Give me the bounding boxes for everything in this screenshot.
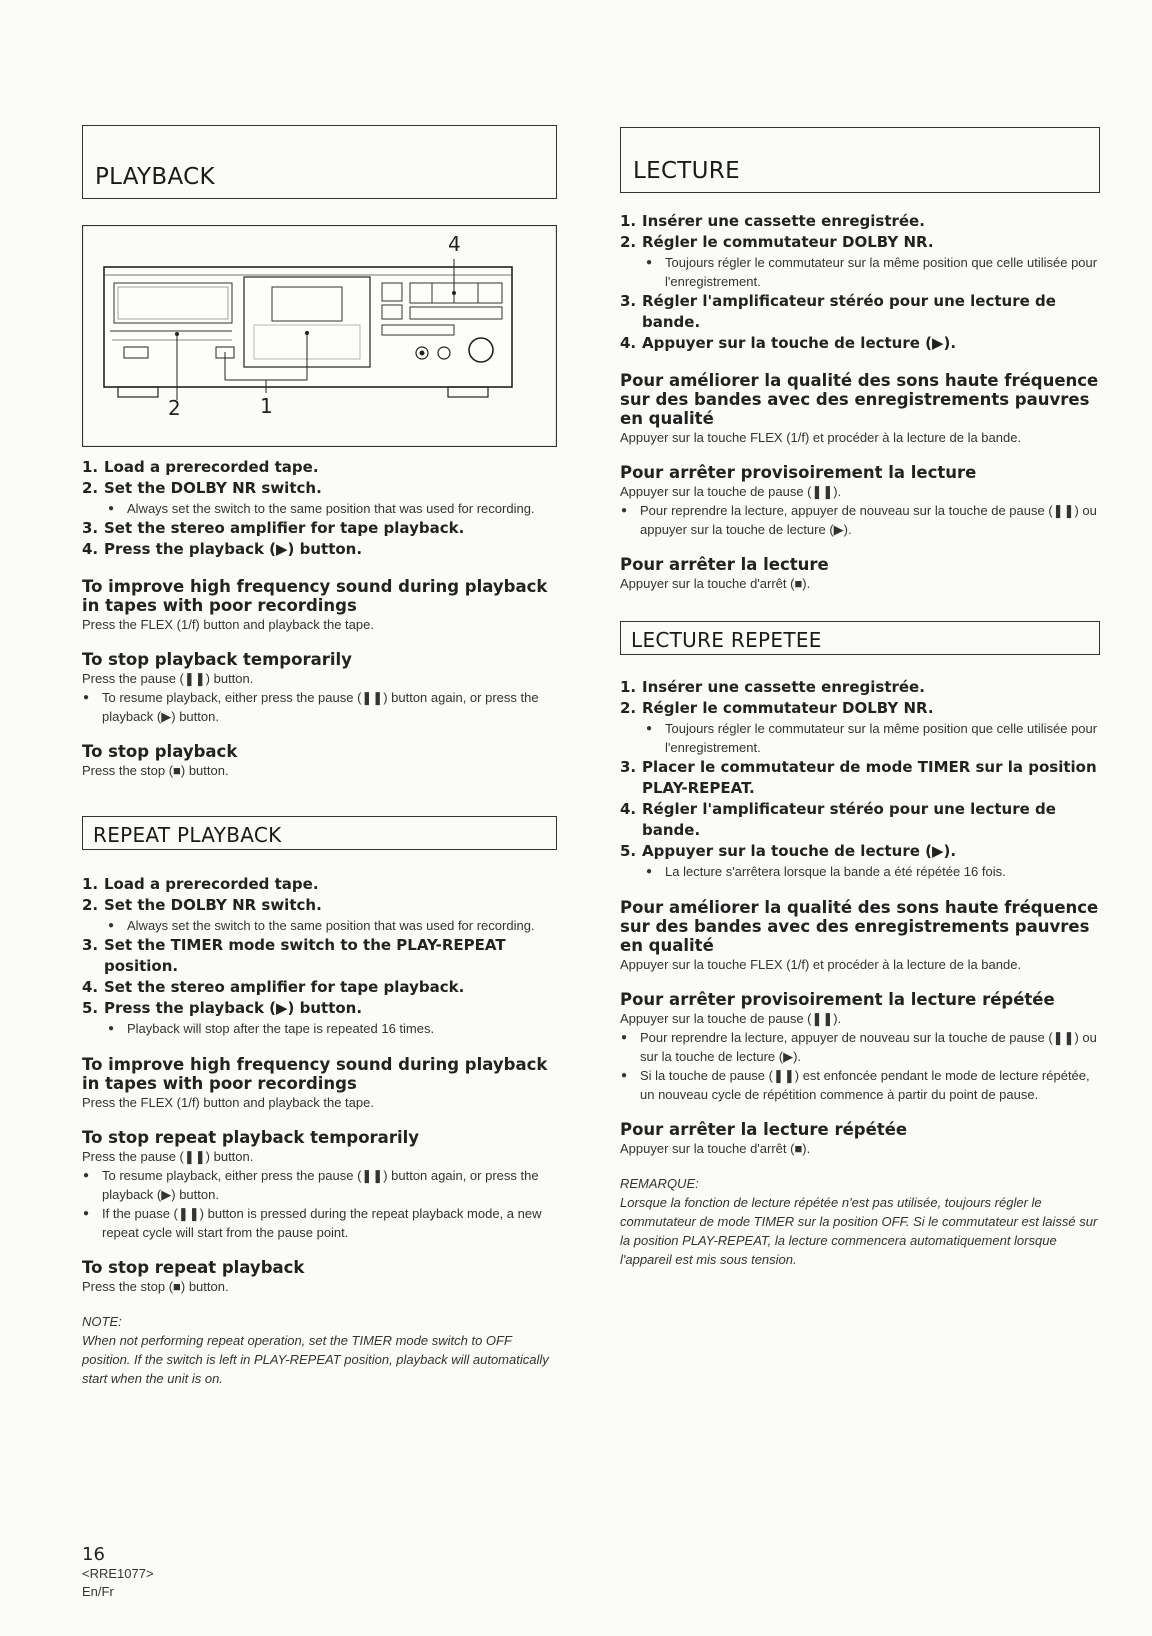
step-note: ● Toujours régler le commutateur sur la même position que celle utilisée pour l'enregistrement. — [620, 253, 1100, 291]
step-note: ● Playback will stop after the tape is repeated 16 times. — [82, 1019, 557, 1038]
page-number: 16 — [82, 1544, 105, 1565]
playback-title: PLAYBACK — [95, 164, 215, 190]
note-text: When not performing repeat operation, set the TIMER mode switch to OFF position. If the switch is left in PLAY-REPEAT position, playback will automatically start when the unit is on. — [82, 1333, 549, 1386]
repeat-stop-temp-text: Press the pause (❚❚) button. — [82, 1149, 254, 1164]
ameliorer-text: Appuyer sur la touche FLEX (1/f) et procéder à la lecture de la bande. — [620, 430, 1022, 445]
repeat-steps — [82, 874, 557, 1038]
lecture-repetee-title: LECTURE REPETEE — [631, 628, 822, 652]
step-item: 2. Régler le commutateur DOLBY NR. ● Toujours régler le commutateur sur la même position que celle utilisée pour l'enregistrement. — [620, 232, 1100, 291]
step-item: 2. Régler le commutateur DOLBY NR. ● Toujours régler le commutateur sur la même position que celle utilisée pour l'enregistrement. — [620, 698, 1100, 757]
cassette-deck-illustration — [82, 225, 557, 447]
step-item: 4. Set the stereo amplifier for tape playback. — [82, 978, 465, 996]
step-note: ● Always set the switch to the same position that was used for recording. — [82, 499, 557, 518]
improve-text: Press the FLEX (1/f) button and playback the tape. — [82, 617, 374, 632]
step-item: 3. Placer le commutateur de mode TIMER sur la position PLAY-REPEAT. — [620, 758, 1097, 797]
page-footer — [82, 1544, 154, 1601]
repeat-stop-temp-heading: To stop repeat playback temporarily — [82, 1128, 420, 1147]
list-item: ● To resume playback, either press the pause (❚❚) button again, or press the playback (▶) button. — [82, 1166, 557, 1204]
step-note: ● Toujours régler le commutateur sur la même position que celle utilisée pour l'enregistrement. — [620, 719, 1100, 757]
repetee-ameliorer-text: Appuyer sur la touche FLEX (1/f) et procéder à la lecture de la bande. — [620, 957, 1022, 972]
step-item: 4. Appuyer sur la touche de lecture (▶). — [620, 334, 957, 352]
callout-1: 1 — [260, 394, 273, 418]
stop-text: Press the stop (■) button. — [82, 763, 229, 778]
list-item: ● Pour reprendre la lecture, appuyer de nouveau sur la touche de pause (❚❚) ou appuyer sur la touche de lecture (▶). — [620, 501, 1100, 539]
step-item: 1. Load a prerecorded tape. — [82, 875, 319, 893]
note-label: NOTE: — [82, 1314, 122, 1329]
ameliorer-heading: Pour améliorer la qualité des sons haute fréquence sur des bandes avec des enregistrements pauvres en qualité — [620, 371, 1099, 428]
step-item: 2. Set the DOLBY NR switch. ● Always set the switch to the same position that was used for recording. — [82, 895, 557, 935]
repeat-improve-text: Press the FLEX (1/f) button and playback the tape. — [82, 1095, 374, 1110]
step-note: ● La lecture s'arrêtera lorsque la bande a été répétée 16 fois. — [620, 862, 1100, 881]
improve-heading: To improve high frequency sound during playback in tapes with poor recordings — [82, 577, 548, 615]
stop-temp-bullets — [82, 688, 557, 726]
repeat-playback-title-box — [82, 816, 557, 850]
arreter-heading: Pour arrêter la lecture — [620, 555, 829, 574]
step-note: ● Always set the switch to the same position that was used for recording. — [82, 916, 557, 935]
french-column — [620, 127, 1100, 1269]
lecture-title-box — [620, 127, 1100, 193]
list-item: ● To resume playback, either press the pause (❚❚) button again, or press the playback (▶) button. — [82, 688, 557, 726]
arreter-provisoirement-heading: Pour arrêter provisoirement la lecture — [620, 463, 977, 482]
list-item: ● Si la touche de pause (❚❚) est enfoncée pendant le mode de lecture répétée, un nouveau cycle de répétition commence à partir du point de pause. — [620, 1066, 1100, 1104]
lecture-repetee-title-box — [620, 621, 1100, 655]
repetee-arreter-text: Appuyer sur la touche d'arrêt (■). — [620, 1141, 811, 1156]
callout-4: 4 — [448, 232, 461, 256]
list-item: ● Pour reprendre la lecture, appuyer de nouveau sur la touche de pause (❚❚) ou sur la touche de lecture (▶). — [620, 1028, 1100, 1066]
arreter-provisoirement-bullets — [620, 501, 1100, 539]
step-item: 3. Régler l'amplificateur stéréo pour une lecture de bande. — [620, 292, 1056, 331]
step-item: 5. Press the playback (▶) button. ● Playback will stop after the tape is repeated 16 times. — [82, 998, 557, 1038]
list-item: ● If the puase (❚❚) button is pressed during the repeat playback mode, a new repeat cycle will start from the pause point. — [82, 1204, 557, 1242]
repeat-improve-heading: To improve high frequency sound during playback in tapes with poor recordings — [82, 1055, 548, 1093]
repeat-playback-title: REPEAT PLAYBACK — [93, 823, 282, 847]
repeat-stop-text: Press the stop (■) button. — [82, 1279, 229, 1294]
arreter-provisoirement-text: Appuyer sur la touche de pause (❚❚). — [620, 484, 842, 499]
step-item: 5. Appuyer sur la touche de lecture (▶). ● La lecture s'arrêtera lorsque la bande a été répétée 16 fois. — [620, 841, 1100, 881]
remarque-label: REMARQUE: — [620, 1176, 699, 1191]
step-item: 4. Régler l'amplificateur stéréo pour une lecture de bande. — [620, 800, 1056, 839]
lecture-title: LECTURE — [633, 158, 740, 184]
step-item: 1. Insérer une cassette enregistrée. — [620, 678, 925, 696]
repetee-arreter-provisoirement-heading: Pour arrêter provisoirement la lecture répétée — [620, 990, 1055, 1009]
step-item: 1. Insérer une cassette enregistrée. — [620, 212, 925, 230]
stop-heading: To stop playback — [82, 742, 238, 761]
language-code: En/Fr — [82, 1584, 114, 1599]
step-item: 4. Press the playback (▶) button. — [82, 540, 363, 558]
arreter-text: Appuyer sur la touche d'arrêt (■). — [620, 576, 811, 591]
lecture-steps — [620, 211, 1100, 354]
repeat-stop-temp-bullets — [82, 1166, 557, 1242]
repeat-stop-heading: To stop repeat playback — [82, 1258, 305, 1277]
callout-2: 2 — [168, 396, 181, 420]
step-item: 3. Set the stereo amplifier for tape playback. — [82, 519, 465, 537]
repetee-arreter-heading: Pour arrêter la lecture répétée — [620, 1120, 908, 1139]
repetee-ameliorer-heading: Pour améliorer la qualité des sons haute fréquence sur des bandes avec des enregistrements pauvres en qualité — [620, 898, 1099, 955]
repetee-arreter-provisoirement-bullets — [620, 1028, 1100, 1104]
playback-title-box — [82, 125, 557, 199]
document-code: <RRE1077> — [82, 1566, 154, 1581]
step-item: 3. Set the TIMER mode switch to the PLAY-REPEAT position. — [82, 936, 506, 975]
step-item: 1. Load a prerecorded tape. — [82, 458, 319, 476]
remarque-text: Lorsque la fonction de lecture répétée n'est pas utilisée, toujours régler le commutateur de mode TIMER sur la position OFF. Si le commutateur est laissé sur la position PLAY-REPEAT, la lecture commencera automatiquement lorsque l'appareil est mis sous tension. — [620, 1195, 1098, 1267]
stop-temp-heading: To stop playback temporarily — [82, 650, 352, 669]
repetee-arreter-provisoirement-text: Appuyer sur la touche de pause (❚❚). — [620, 1011, 842, 1026]
lecture-repetee-steps — [620, 677, 1100, 881]
playback-steps — [82, 457, 557, 560]
stop-temp-text: Press the pause (❚❚) button. — [82, 671, 254, 686]
step-item: 2. Set the DOLBY NR switch. ● Always set the switch to the same position that was used for recording. — [82, 478, 557, 518]
